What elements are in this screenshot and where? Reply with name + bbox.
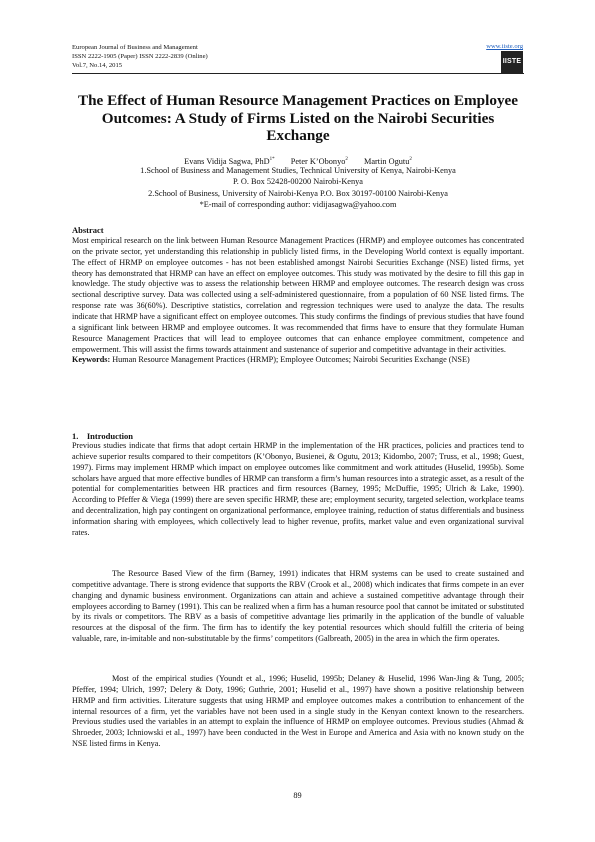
affiliation-2: 2.School of Business, University of Nairobi-Kenya P.O. Box 30197-00100 Nairobi-Kenya (148, 189, 448, 198)
page-number: 89 (293, 791, 302, 800)
abstract-heading: Abstract (72, 225, 104, 235)
affiliation-1: 1.School of Business and Management Studies, Technical University of Kenya, Nairobi-Kenya (140, 166, 456, 175)
keywords-text: Human Resource Management Practices (HRMP); Employee Outcomes; Nairobi Securities Exchange (NSE) (112, 355, 470, 365)
author-3: Martin Ogutu$^2$ (363, 156, 412, 166)
author-1: Evans Vidija Sagwa, PhD$^{1*}$ (184, 156, 275, 166)
keywords-label: Keywords: (72, 355, 111, 365)
intro-paragraph-1: Previous studies indicate that firms that adopt certain HRMP in the implementation of the HR practices, policies and practices tend to achieve superior results compared to their competitors (K’Obonyo, Busienei, & Ogutu, 2013; Kidombo, 2007; Truss, et al., 1998; Guest, 1997). Firms may implement HRMP which impact on employee outcomes like commitment and work attitudes (Huselid, 1995b). Some scholars have argued that more effective bundles of HRMP can transform a firm’s human resources into a strategic asset, as a result of the potential for complementarities between HR practices and firm resources (Barney, 1995; McDuffie, 1995; Ulrich & Lake, 1990). According to Pfeffer & Viega (1999) there are seven specific HRMP, these are; employment security, targeted selection, workplace teams and decentralization, high pay contingent on organizational performance, employee training, reduction of status differentials and business information sharing with employees, which collectively lead to higher revenue, profits, market value and even organizational survival rates. (72, 441, 524, 537)
paper-title: The Effect of Human Resource Management Practices on Employee Outcomes: A Study of Firms Listed on the Nairobi Securities Exchange (77, 92, 519, 144)
header-rule (72, 73, 524, 74)
journal-url-link[interactable]: www.iiste.org (486, 43, 523, 50)
affiliation-1-address: P. O. Box 52428-00200 Nairobi-Kenya (233, 177, 363, 186)
author-2: Peter K’Obonyo$^2$ (290, 156, 348, 166)
volume-line: Vol.7, No.14, 2015 (72, 62, 123, 69)
issn-line: ISSN 2222-1905 (Paper) ISSN 2222-2839 (Online) (72, 53, 208, 60)
intro-paragraph-2: The Resource Based View of the firm (Barney, 1991) indicates that HRM systems can be used to create sustained and competitive advantage. There is strong evidence that supports the RBV (Crook et al., 2008) which indicates that firms compete in an ever changing and dynamic business environment. Organizations can attain and achieve a sustained competitive advantage through their employees according to Barney (1991). This can be realized when a firm has a human resource pool that cannot be imitated or substituted by its rivals or competitors. The RBV as a basis of competitive advantage lies primarily in the application of the bundle of valuable resources at the disposal of the firm. The firm has to identify the key potential resources which should fulfill the criteria of being valuable, rare, in-imitable and non-substitutable by the firms’ competitors (Galbreath, 2005) in the area in which the firm operates. (72, 569, 524, 644)
abstract-text (72, 236, 524, 366)
abstract-body: Most empirical research on the link between Human Resource Management Practices (HRMP) and employee outcomes has concentrated on the private sector, yet understanding this relationship in publicly listed firms, in the Developing World context is equally important. The effect of HRMP on employee outcomes - has not been established amongst Nairobi Securities Exchange (NSE) listed firms, yet theory has demonstrated that HRMP can have an effect on employee outcomes. This study was motivated by the desire to fill this gap in knowledge. The study objective was to assess the relationship between HRMP and employee outcomes. The research design was cross sectional descriptive survey. Data was collected using a self-administered questionnaire, from a population of 60 NSE listed firms. The response rate was 36(60%). Descriptive statistics, correlation and regression techniques were used to analyze the data. The results indicate that HRMP have a significant effect on employee outcomes. This study confirms the findings of previous studies that have found a significant link between HRMP and employee outcomes. It was recommended that firms have to ensure that they formulate Human Resource Management Practices that will lead to employee outcomes that can enhance employee commitment, competence and empowerment. This will assist the firms towards attainment and sustenance of superior and competitive advantage in their activities. (72, 236, 524, 354)
iiste-logo: IISTE (501, 51, 523, 73)
introduction-heading: 1. Introduction (72, 431, 134, 441)
journal-name: European Journal of Business and Management (72, 44, 198, 51)
corresponding-email: *E-mail of corresponding author: vidijasagwa@yahoo.com (199, 200, 397, 209)
intro-paragraph-3: Most of the empirical studies (Youndt et al., 1996; Huselid, 1995b; Delaney & Huselid, 1996 Wan-Jing & Tung, 2005; Pfeffer, 1994; Ulrich, 1997; Delery & Doty, 1996; Guthrie, 2001; Huselid et al., 1997) have shown a positive relationship between HRMP and firm activities. Literature suggests that using HRMP and employee outcomes makes a contribution to enhancement of the internal resources of a firm, yet the variables have not been used in a single study in the Kenyan context known to the researchers. Previous studies used the variables in an attempt to explain the influence of HRMP on employee outcomes. Previous studies (Ahmad & Shroeder, 2003; Ichniowski et al., 1997) have been conducted in the West in Europe and America and Asia with no known study on the NSE listed firms in Kenya. (72, 674, 524, 749)
